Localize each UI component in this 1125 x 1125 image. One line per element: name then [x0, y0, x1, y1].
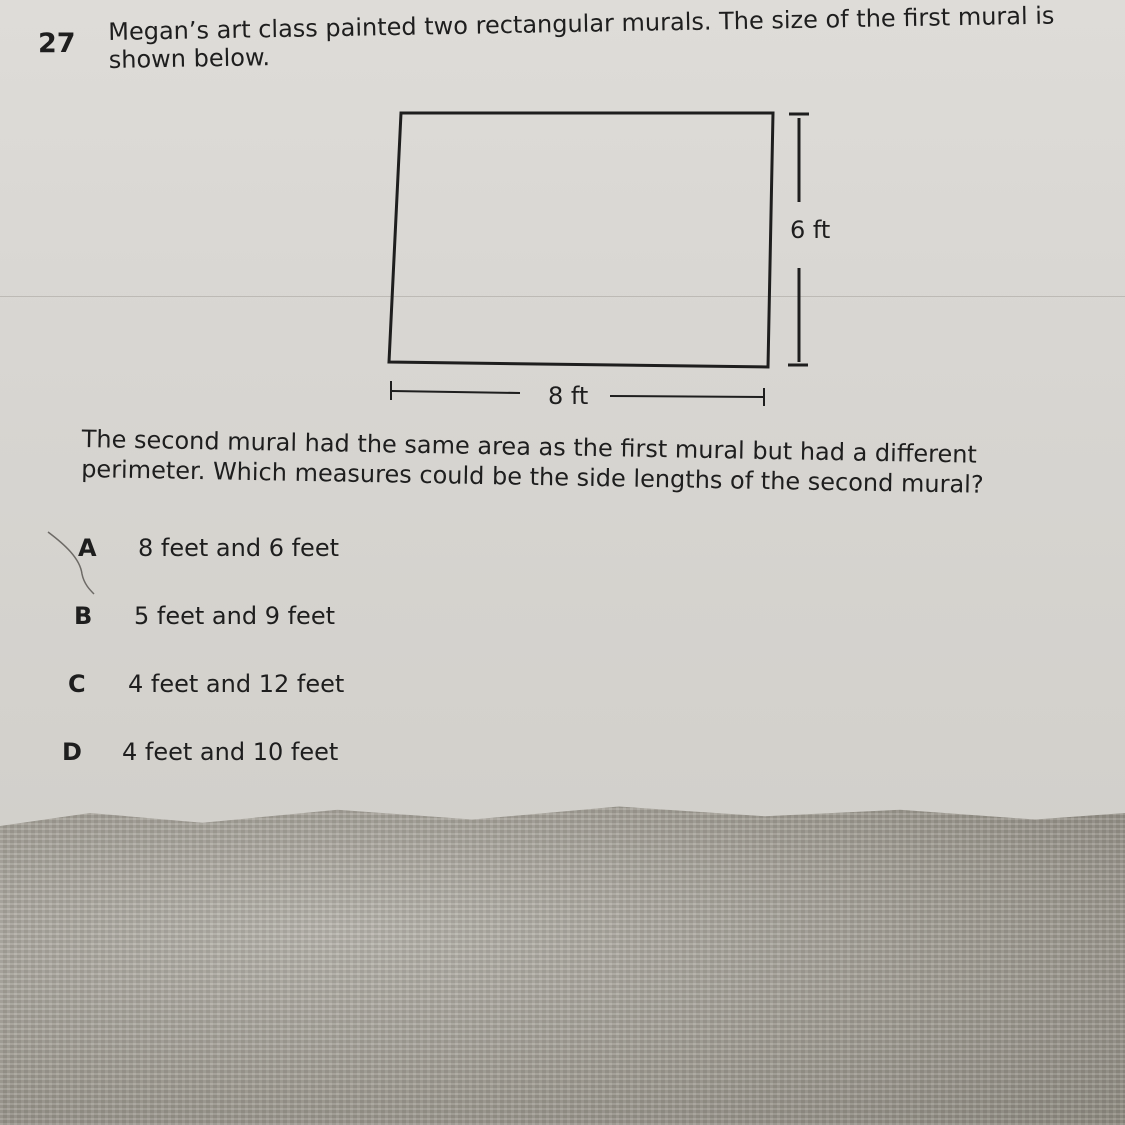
width-dimension-line: [392, 391, 520, 393]
choice-text: 4 feet and 10 feet: [122, 738, 339, 766]
mural-rectangle-diagram: [370, 100, 870, 420]
choice-a[interactable]: [78, 534, 339, 562]
height-label: 6 ft: [790, 216, 831, 244]
question-number: 27: [38, 28, 76, 59]
choice-letter: D: [62, 738, 82, 766]
choice-d[interactable]: [62, 738, 338, 766]
choice-c[interactable]: [68, 670, 344, 698]
choice-text: 4 feet and 12 feet: [128, 670, 345, 698]
question-prompt: The second mural had the same area as the first mural but had a different perimeter. Which measures could be the side lengths of the second mural?: [80, 424, 984, 499]
choice-letter: A: [78, 534, 97, 562]
choice-letter: B: [74, 602, 93, 630]
choice-b[interactable]: [74, 602, 335, 630]
choice-text: 5 feet and 9 feet: [134, 602, 335, 630]
choice-text: 8 feet and 6 feet: [138, 534, 339, 562]
choice-letter: C: [68, 670, 86, 698]
question-text: Megan’s art class painted two rectangular murals. The size of the first mural is shown below.: [108, 1, 1055, 74]
mural-rectangle: [389, 113, 773, 367]
width-label: 8 ft: [548, 382, 589, 410]
paper-towel-background: [0, 800, 1125, 1125]
